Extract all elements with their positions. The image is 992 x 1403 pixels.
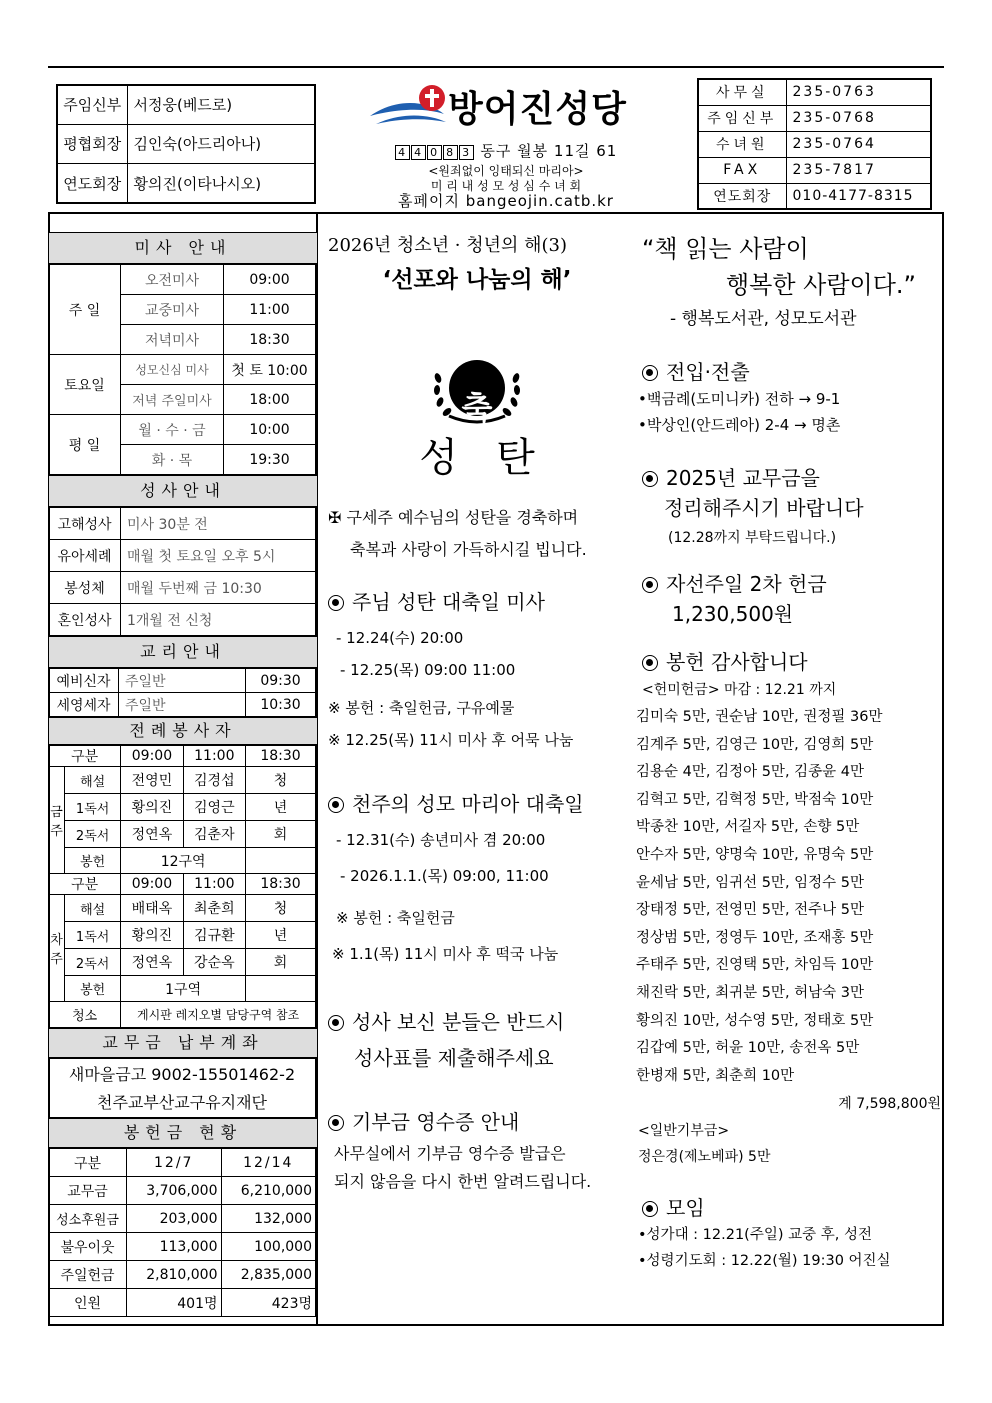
section-thanks: 봉헌 감사합니다 bbox=[636, 648, 941, 676]
bullet-icon bbox=[642, 1201, 658, 1217]
offering-district: 1구역 bbox=[121, 976, 246, 1002]
motto-line: 미 리 내 성 모 성 심 수 녀 회 bbox=[430, 179, 582, 193]
liturgy-person: 최춘희 bbox=[183, 895, 245, 922]
liturgy-person: 전영민 bbox=[121, 767, 183, 794]
offering-value: 203,000 bbox=[127, 1205, 222, 1233]
donor-list bbox=[636, 704, 941, 1090]
account-box bbox=[48, 1058, 316, 1118]
year-subtitle: ‘선포와 나눔의 해’ bbox=[382, 267, 572, 293]
sacrament-name: 유아세례 bbox=[49, 540, 121, 572]
liturgy-person: 정연옥 bbox=[121, 821, 183, 848]
liturgy-header: 구분 bbox=[49, 874, 121, 895]
phone-label: 수녀원 bbox=[698, 131, 786, 157]
mass-name: 오전미사 bbox=[121, 265, 224, 295]
liturgy-role: 1독서 bbox=[65, 794, 121, 821]
mass-time: 09:00 bbox=[224, 265, 316, 295]
account-title: 교무금 납부계좌 bbox=[48, 1028, 318, 1058]
motto bbox=[366, 164, 646, 209]
donor-line: 김계주 5만, 김영근 10만, 김영희 5만 bbox=[636, 736, 874, 753]
catechism-table bbox=[48, 668, 316, 717]
offering-value: 6,210,000 bbox=[221, 1177, 316, 1205]
mass-title: 미사 안내 bbox=[48, 232, 318, 264]
general-donation-title: <일반기부금> bbox=[638, 1123, 730, 1140]
mass-name: 화 · 목 bbox=[121, 445, 224, 475]
offering-value: 100,000 bbox=[221, 1233, 316, 1261]
address bbox=[366, 140, 646, 161]
section-body: 정리해주시기 바랍니다 bbox=[664, 496, 864, 520]
donor-line: 김혁고 5만, 김혁정 5만, 박점숙 10만 bbox=[636, 791, 874, 808]
offering-value: 423명 bbox=[221, 1289, 316, 1317]
bullet-icon bbox=[328, 595, 344, 611]
offering-category: 불우이웃 bbox=[49, 1233, 127, 1261]
donor-line: 김미숙 5만, 권순남 10만, 권정필 36만 bbox=[636, 709, 883, 725]
liturgy-title: 전례봉사자 bbox=[48, 717, 318, 745]
section-receipt: 기부금 영수증 안내 bbox=[322, 1108, 632, 1136]
section-body: 성사표를 제출해주세요 bbox=[354, 1046, 554, 1070]
phone-label: 연도회장 bbox=[698, 183, 786, 209]
section-body: - 12.31(수) 송년미사 겸 20:00 - 2026.1.1.(목) 09:00, 11:00 ※ 봉헌 : 축일헌금 ※ 1.1(목) 11시 미사 후 떡국 나눔 bbox=[332, 831, 559, 963]
emblem-character: 축 bbox=[461, 389, 493, 427]
donation-subtitle: <헌미헌금> 마감 : 12.21 까지 bbox=[642, 682, 837, 698]
phone-label: 주임신부 bbox=[698, 105, 786, 131]
phone-table bbox=[697, 78, 932, 210]
bullet-icon bbox=[642, 365, 658, 381]
donor-line: 황의진 10만, 성수영 5만, 정태호 5만 bbox=[636, 1012, 874, 1029]
account-holder: 천주교부산교구유지재단 bbox=[96, 1093, 268, 1112]
postcode-digit: 0 bbox=[427, 145, 442, 160]
liturgy-header: 18:30 bbox=[246, 874, 316, 895]
offering-table bbox=[48, 1148, 316, 1317]
catechism-class: 주일반 bbox=[119, 693, 246, 717]
offering-value: 2,810,000 bbox=[127, 1261, 222, 1289]
liturgy-header: 09:00 bbox=[121, 746, 183, 767]
bullet-icon bbox=[642, 471, 658, 487]
section-meetings: 모임 bbox=[636, 1194, 941, 1222]
offering-district: 12구역 bbox=[121, 848, 246, 874]
account-number: 새마을금고 9002-15501462-2 bbox=[68, 1065, 296, 1084]
offering-value: 3,706,000 bbox=[127, 1177, 222, 1205]
parish-name: 방어진성당 bbox=[448, 89, 627, 130]
postcode-digit: 4 bbox=[395, 145, 410, 160]
section-confession: 성사 보신 분들은 반드시 bbox=[322, 1008, 632, 1036]
section-body: 사무실에서 기부금 영수증 발급은 되지 않음을 다시 한번 알려드립니다. bbox=[334, 1144, 592, 1191]
phone-label: FAX bbox=[698, 157, 786, 183]
section-note: (12.28까지 부탁드립니다.) bbox=[668, 530, 837, 546]
offering-header: 구분 bbox=[49, 1149, 127, 1177]
liturgy-person: 청 bbox=[246, 767, 316, 794]
liturgy-header: 18:30 bbox=[246, 746, 316, 767]
liturgy-person: 청 bbox=[246, 895, 316, 922]
sacrament-name: 봉성체 bbox=[49, 572, 121, 604]
liturgy-role: 해설 bbox=[65, 767, 121, 794]
top-rule bbox=[48, 66, 944, 68]
section-body: - 12.24(수) 20:00 - 12.25(목) 09:00 11:00 ※ 봉헌 : 축일헌금, 구유예물 ※ 12.25(목) 11시 미사 후 어묵 나눔 bbox=[328, 629, 574, 749]
liturgy-role: 해설 bbox=[65, 895, 121, 922]
sacrament-table bbox=[48, 507, 316, 636]
week-label: 차 주 bbox=[49, 895, 65, 1002]
liturgy-person: 황의진 bbox=[121, 922, 183, 949]
general-donation-line: 정은경(제노베파) 5만 bbox=[638, 1149, 771, 1166]
mass-time: 첫 토 10:00 bbox=[224, 355, 316, 385]
donor-line: 채진락 5만, 최귀분 5만, 허남숙 3만 bbox=[636, 984, 865, 1001]
liturgy-header: 11:00 bbox=[183, 746, 245, 767]
section-body: •백금례(도미니카) 전하 → 9-1 •박상인(안드레아) 2-4 → 명촌 bbox=[638, 390, 841, 434]
bullet-icon bbox=[642, 655, 658, 671]
mass-time: 19:30 bbox=[224, 445, 316, 475]
mass-time: 18:00 bbox=[224, 385, 316, 415]
charity-amount: 1,230,500원 bbox=[672, 602, 794, 626]
offering-value: 2,835,000 bbox=[221, 1261, 316, 1289]
clergy-role: 주임신부 bbox=[57, 85, 127, 124]
postcode-digit: 8 bbox=[443, 145, 458, 160]
donor-line: 주태주 5만, 진영택 5만, 차임득 10만 bbox=[636, 957, 874, 974]
offering-value: 132,000 bbox=[221, 1205, 316, 1233]
bullet-icon bbox=[328, 797, 344, 813]
sacrament-name: 혼인성사 bbox=[49, 604, 121, 636]
sacrament-info: 미사 30분 전 bbox=[121, 508, 316, 540]
offering-value: 113,000 bbox=[127, 1233, 222, 1261]
phone-number: 235-0763 bbox=[786, 79, 931, 105]
postcode-digit: 3 bbox=[459, 145, 474, 160]
liturgy-role: 2독서 bbox=[65, 949, 121, 976]
catechism-name: 세영세자 bbox=[49, 693, 119, 717]
donor-line: 김용순 4만, 김정아 5만, 김종윤 4만 bbox=[636, 764, 865, 781]
middle-column bbox=[322, 232, 632, 1196]
clergy-role: 평협회장 bbox=[57, 124, 127, 163]
offering-value: 401명 bbox=[127, 1289, 222, 1317]
christmas-title: 성 탄 bbox=[419, 435, 535, 481]
liturgy-person: 김경섭 bbox=[183, 767, 245, 794]
mass-name: 저녁 주일미사 bbox=[121, 385, 224, 415]
catechism-name: 예비신자 bbox=[49, 669, 119, 693]
sacrament-title: 성사안내 bbox=[48, 475, 318, 507]
cross-icon: ✠ bbox=[328, 508, 347, 527]
donor-line: 정상범 5만, 정영두 10만, 조재홍 5만 bbox=[636, 929, 874, 946]
liturgy-person: 배태옥 bbox=[121, 895, 183, 922]
clergy-role: 연도회장 bbox=[57, 164, 127, 203]
offering-category: 성소후원금 bbox=[49, 1205, 127, 1233]
offering-header: 12/14 bbox=[221, 1149, 316, 1177]
liturgy-person: 강순옥 bbox=[183, 949, 245, 976]
liturgy-person: 김춘자 bbox=[183, 821, 245, 848]
donor-line: 한병재 5만, 최춘희 10만 bbox=[636, 1067, 795, 1084]
postcode-digit: 4 bbox=[411, 145, 426, 160]
bullet-icon bbox=[328, 1015, 344, 1031]
sacrament-name: 고해성사 bbox=[49, 508, 121, 540]
offering-category: 주일헌금 bbox=[49, 1261, 127, 1289]
clergy-table bbox=[56, 84, 316, 204]
liturgy-person: 년 bbox=[246, 922, 316, 949]
liturgy-person: 김영근 bbox=[183, 794, 245, 821]
offering-category: 인원 bbox=[49, 1289, 127, 1317]
mass-name: 성모신심 미사 bbox=[121, 355, 224, 385]
section-transfer: 전입·전출 bbox=[636, 358, 941, 386]
liturgy-role: 2독서 bbox=[65, 821, 121, 848]
greeting: ✠ 구세주 예수님의 성탄을 경축하며 축복과 사랑이 가득하시길 빕니다. bbox=[328, 508, 587, 559]
liturgy-person: 정연옥 bbox=[121, 949, 183, 976]
offering-title: 봉헌금 현황 bbox=[48, 1118, 318, 1148]
phone-number: 235-0764 bbox=[786, 131, 931, 157]
donation-total: 계 7,598,800원 bbox=[838, 1096, 941, 1113]
year-title: 2026년 청소년 · 청년의 해(3) bbox=[328, 235, 568, 256]
mass-time: 11:00 bbox=[224, 295, 316, 325]
catechism-time: 10:30 bbox=[246, 693, 316, 717]
phone-number: 235-7817 bbox=[786, 157, 931, 183]
motto-line: <원죄없이 잉태되신 마리아> bbox=[428, 164, 584, 178]
sacrament-info: 매월 첫 토요일 오후 5시 bbox=[121, 540, 316, 572]
quote-line: 행복한 사람이다.” bbox=[726, 271, 916, 299]
liturgy-person: 김규환 bbox=[183, 922, 245, 949]
donor-line: 장태정 5만, 전영민 5만, 전주나 5만 bbox=[636, 902, 865, 919]
cleaning-label: 청소 bbox=[49, 1002, 121, 1028]
week-label: 금 주 bbox=[49, 767, 65, 874]
liturgy-person: 회 bbox=[246, 821, 316, 848]
offering-header: 12/7 bbox=[127, 1149, 222, 1177]
section-body: •성가대 : 12.21(주일) 교중 후, 성전 •성령기도회 : 12.22(월) 19:30 어진실 bbox=[638, 1227, 891, 1270]
catechism-title: 교리안내 bbox=[48, 636, 318, 668]
section-mary-feast: 천주의 성모 마리아 대축일 bbox=[322, 790, 632, 818]
mass-time: 10:00 bbox=[224, 415, 316, 445]
mass-name: 월 · 수 · 금 bbox=[121, 415, 224, 445]
clergy-name: 서정웅(베드로) bbox=[127, 85, 315, 124]
mass-day: 평 일 bbox=[49, 415, 121, 475]
mass-name: 교중미사 bbox=[121, 295, 224, 325]
mass-table bbox=[48, 264, 316, 475]
cleaning-info: 게시판 레지오별 담당구역 참조 bbox=[121, 1002, 316, 1028]
mass-day: 주 일 bbox=[49, 265, 121, 355]
sacrament-info: 매월 두번째 금 10:30 bbox=[121, 572, 316, 604]
liturgy-header: 11:00 bbox=[183, 874, 245, 895]
liturgy-header: 구분 bbox=[49, 746, 121, 767]
liturgy-table bbox=[48, 745, 316, 1028]
liturgy-person: 회 bbox=[246, 949, 316, 976]
donor-line: 안수자 5만, 양명숙 10만, 유명숙 5만 bbox=[636, 846, 874, 863]
address-text: 동구 월봉 11길 61 bbox=[480, 142, 618, 160]
phone-number: 235-0768 bbox=[786, 105, 931, 131]
homepage: 홈페이지 bangeojin.catb.kr bbox=[398, 192, 614, 210]
bullet-icon bbox=[328, 1115, 344, 1131]
section-dues: 2025년 교무금을 bbox=[636, 464, 941, 492]
mass-day: 토요일 bbox=[49, 355, 121, 415]
section-charity: 자선주일 2차 헌금 bbox=[636, 570, 941, 598]
clergy-name: 김인숙(아드리아나) bbox=[127, 124, 315, 163]
mass-time: 18:30 bbox=[224, 325, 316, 355]
liturgy-header: 09:00 bbox=[121, 874, 183, 895]
mass-name: 저녁미사 bbox=[121, 325, 224, 355]
phone-label: 사무실 bbox=[698, 79, 786, 105]
sacrament-info: 1개월 전 신청 bbox=[121, 604, 316, 636]
liturgy-person: 황의진 bbox=[121, 794, 183, 821]
right-column bbox=[636, 232, 941, 1274]
liturgy-role: 봉헌 bbox=[65, 848, 121, 874]
donor-line: 윤세남 5만, 임귀선 5만, 임정수 5만 bbox=[636, 874, 865, 891]
left-column bbox=[48, 232, 318, 1317]
offering-category: 교무금 bbox=[49, 1177, 127, 1205]
catechism-time: 09:30 bbox=[246, 669, 316, 693]
catechism-class: 주일반 bbox=[119, 669, 246, 693]
liturgy-role: 1독서 bbox=[65, 922, 121, 949]
bullet-icon bbox=[642, 577, 658, 593]
liturgy-role: 봉헌 bbox=[65, 976, 121, 1002]
quote-line: “책 읽는 사람이 bbox=[642, 235, 809, 263]
clergy-name: 황의진(이타나시오) bbox=[127, 164, 315, 203]
liturgy-person: 년 bbox=[246, 794, 316, 821]
donor-line: 김갑예 5만, 허윤 10만, 송전옥 5만 bbox=[636, 1040, 860, 1057]
quote-source: - 행복도서관, 성모도서관 bbox=[670, 309, 857, 329]
phone-number: 010-4177-8315 bbox=[786, 183, 931, 209]
donor-line: 박종찬 10만, 서길자 5만, 손향 5만 bbox=[636, 819, 860, 836]
section-christmas-mass: 주님 성탄 대축일 미사 bbox=[322, 588, 632, 616]
